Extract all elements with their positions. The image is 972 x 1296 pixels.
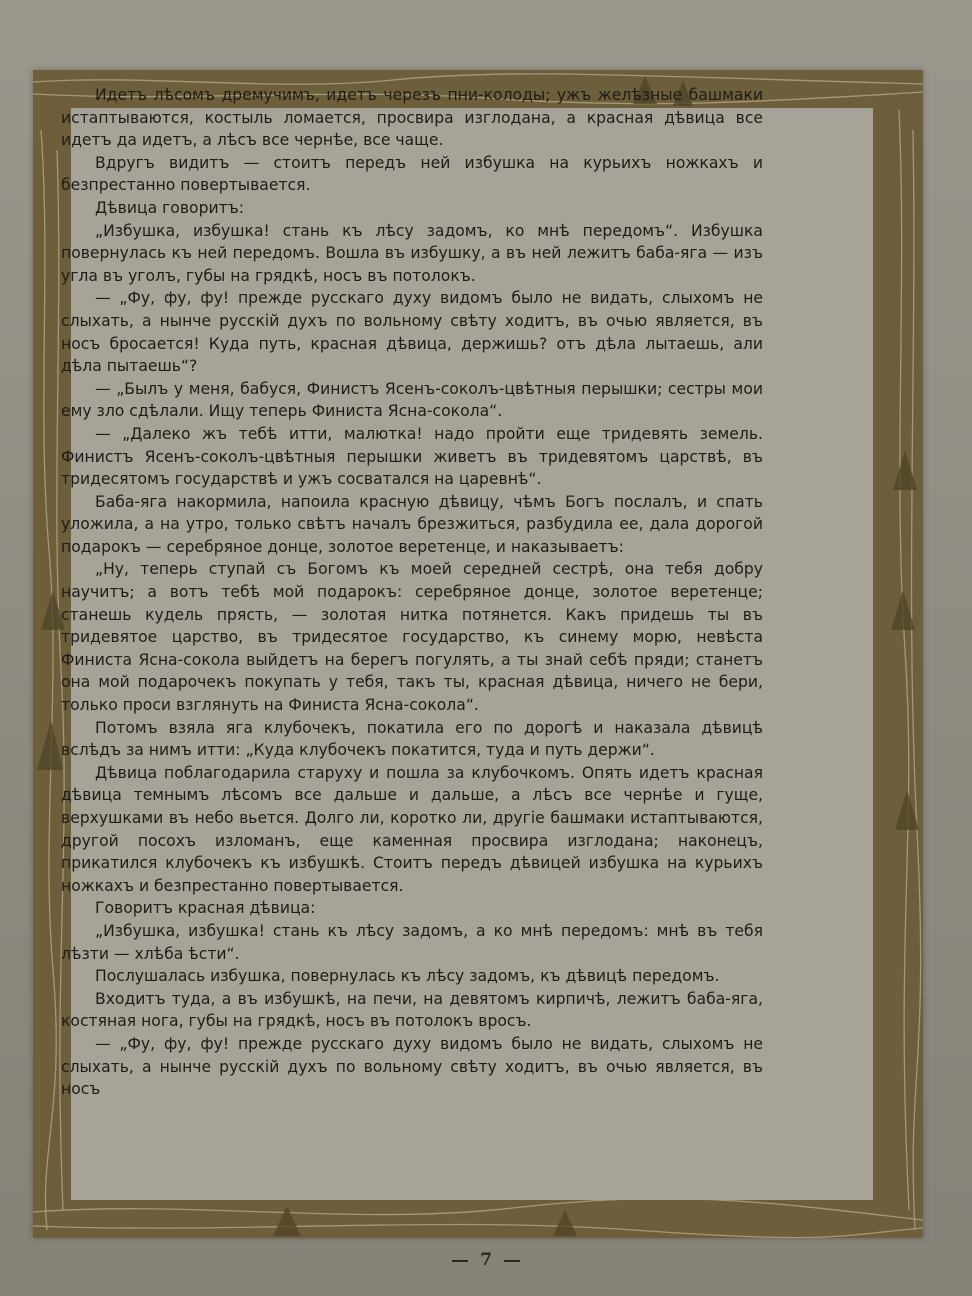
dash-right: [504, 1260, 520, 1262]
paragraph: „Избушка, избушка! стань къ лѣсу задомъ, ко мнѣ передомъ“. Избушка повернулась къ ней передомъ. Вошла въ избушку, а въ ней лежитъ баба-яга — изъ угла въ уголъ, губы на грядкѣ, носъ въ потолокъ.: [61, 221, 763, 285]
paragraph: Дѣвица говоритъ:: [95, 198, 244, 217]
story-text: [61, 84, 763, 1101]
paragraph: „Избушка, избушка! стань къ лѣсу задомъ, а ко мнѣ передомъ: мнѣ въ тебя лѣзти — хлѣба ѣсти“.: [61, 921, 763, 963]
paragraph: Дѣвица поблагодарила старуху и пошла за клубочкомъ. Опять идетъ красная дѣвица темнымъ лѣсомъ все дальше и дальше, а лѣсъ все чернѣе и гуще, верхушками въ небо вьется. Долго ли, коротко ли, другіе башмаки истаптываются, другой посохъ изломанъ, еще каменная просвира изглодана; наконецъ, прикатился клубочекъ къ избушкѣ. Стоитъ передъ дѣвицей избушка на курьихъ ножкахъ и безпрестанно повертывается.: [61, 763, 763, 895]
dash-left: [452, 1260, 468, 1262]
paragraph: Идетъ лѣсомъ дремучимъ, идетъ черезъ пни-колоды; ужъ желѣзные башмаки истаптываются, костыль ломается, просвира изглодана, а красная дѣвица все идетъ да идетъ, а лѣсъ все чернѣе, все чаще.: [61, 86, 763, 150]
paragraph: Говоритъ красная дѣвица:: [95, 899, 316, 918]
paragraph: — „Фу, фу, фу! прежде русскаго духу видомъ было не видать, слыхомъ не слыхать, а нынче русскій духъ по вольному свѣту ходитъ, въ очью является, въ носъ бросается! Куда путь, красная дѣвица, держишь? отъ дѣла лытаешь, али дѣла пытаешь“?: [61, 289, 763, 376]
paragraph: — „Былъ у меня, бабуся, Финистъ Ясенъ-соколъ-цвѣтныя перышки; сестры мои ему зло сдѣлали. Ищу теперь Финиста Ясна-сокола“.: [61, 379, 763, 421]
paragraph: Входитъ туда, а въ избушкѣ, на печи, на девятомъ кирпичѣ, лежитъ баба-яга, костяная нога, губы на грядкѣ, носъ въ потолокъ вросъ.: [61, 989, 763, 1031]
paragraph: — „Далеко жъ тебѣ итти, малютка! надо пройти еще тридевять земель. Финистъ Ясенъ-соколъ-цвѣтныя перышки живетъ въ тридевятомъ царствѣ, въ тридесятомъ государствѣ и ужъ сосватался на царевнѣ“.: [61, 424, 763, 489]
paragraph: — „Фу, фу, фу! прежде русскаго духу видомъ было не видать, слыхомъ не слыхать, а нынче русскій духъ по вольному свѣту ходитъ, въ очью является, въ носъ: [61, 1034, 763, 1099]
paragraph: Послушалась избушка, повернулась къ лѣсу задомъ, къ дѣвицѣ передомъ.: [95, 967, 720, 986]
paragraph: Потомъ взяла яга клубочекъ, покатила его по дорогѣ и наказала дѣвицѣ вслѣдъ за нимъ итти: „Куда клубочекъ покатится, туда и путь держи“.: [61, 718, 763, 760]
paragraph: „Ну, теперь ступай съ Богомъ къ моей середней сестрѣ, она тебя добру научитъ; а вотъ тебѣ мой подарокъ: серебряное донце, золотое веретенце; станешь кудель прясть, — золотая нитка потянется. Какъ придешь ты въ тридевятое царство, въ тридесятое государство, къ синему морю, невѣста Финиста Ясна-сокола выйдетъ на берегъ погулять, а ты знай себѣ пряди; станетъ она мой подарочекъ покупать у тебя, такъ ты, красная дѣвица, ничего не бери, только проси взглянуть на Финиста Ясна-сокола“.: [61, 560, 763, 715]
paragraph: Вдругъ видитъ — стоитъ передъ ней избушка на курьихъ ножкахъ и безпрестанно повертывается.: [61, 153, 763, 195]
page-number-footer: [0, 1250, 972, 1270]
paragraph: Баба-яга накормила, напоила красную дѣвицу, чѣмъ Богъ послалъ, и спать уложила, а на утро, только свѣтъ началъ брезжиться, разбудила ее, дала дорогой подарокъ — серебряное донце, золотое веретенце, и наказываетъ:: [61, 492, 763, 556]
page-number: 7: [480, 1250, 492, 1270]
